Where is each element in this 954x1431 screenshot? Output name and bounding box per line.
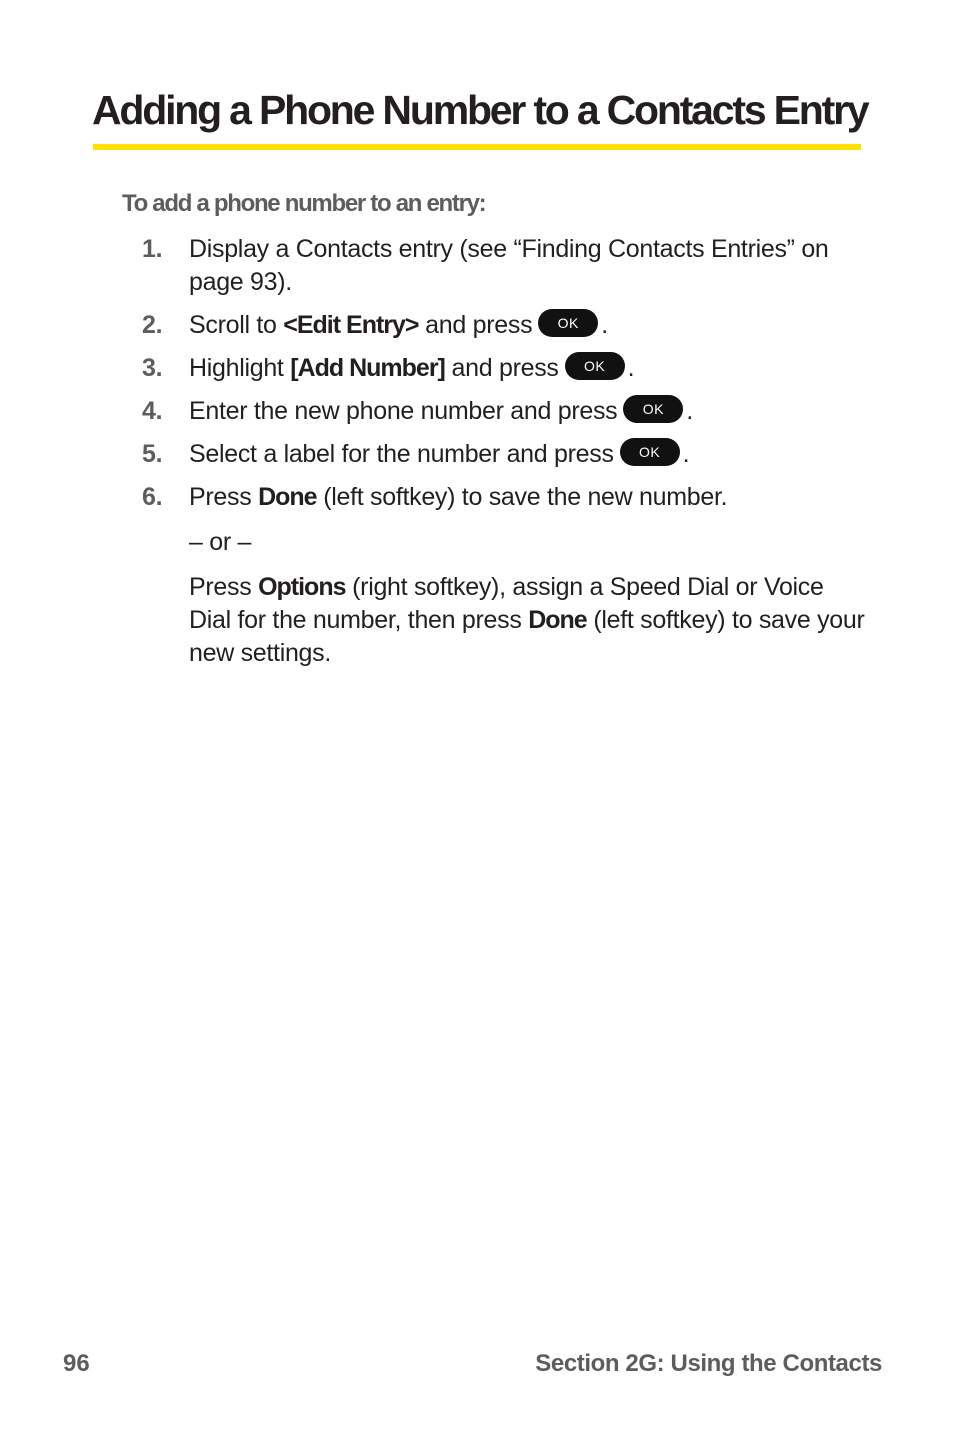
step-text: Highlight [Add Number] and press OK . — [189, 354, 635, 382]
step-item — [140, 233, 870, 299]
menu-option: [Add Number] — [290, 354, 445, 382]
softkey-label: Options — [258, 573, 346, 601]
step-text: Display a Contacts entry (see “Finding Contacts Entries” on page 93). — [189, 235, 829, 296]
step-number: 3. — [142, 354, 163, 382]
step-item — [140, 352, 870, 385]
ok-key-icon: OK — [538, 309, 598, 337]
ok-key-icon: OK — [565, 352, 625, 380]
step-alternative — [140, 526, 870, 670]
step-number: 2. — [142, 311, 163, 339]
step-text: Select a label for the number and press OK . — [189, 440, 690, 468]
procedure-lead: To add a phone number to an entry: — [122, 190, 486, 217]
section-footer: Section 2G: Using the Contacts — [535, 1350, 882, 1377]
page-number: 96 — [63, 1350, 90, 1377]
step-item — [140, 395, 870, 428]
step-number: 5. — [142, 440, 163, 468]
alternative-text: Press Options (right softkey), assign a Speed Dial or Voice Dial for the number, then press Done (left softkey) to save your new settings. — [189, 573, 865, 667]
step-item — [140, 309, 870, 342]
step-number: 1. — [142, 235, 163, 263]
step-text: Enter the new phone number and press OK . — [189, 397, 694, 425]
step-text: Press Done (left softkey) to save the new number. — [189, 483, 728, 511]
step-item — [140, 481, 870, 514]
step-item — [140, 438, 870, 471]
or-separator: – or – — [189, 528, 252, 556]
step-text: Scroll to <Edit Entry> and press OK . — [189, 311, 608, 339]
steps-list — [140, 233, 870, 670]
step-number: 4. — [142, 397, 163, 425]
softkey-label: Done — [258, 483, 317, 511]
menu-option: <Edit Entry> — [283, 311, 419, 339]
title-underline — [93, 144, 861, 150]
page-title: Adding a Phone Number to a Contacts Entry — [92, 87, 868, 133]
ok-key-icon: OK — [620, 438, 680, 466]
step-number: 6. — [142, 483, 163, 511]
softkey-label: Done — [528, 606, 587, 634]
ok-key-icon: OK — [623, 395, 683, 423]
